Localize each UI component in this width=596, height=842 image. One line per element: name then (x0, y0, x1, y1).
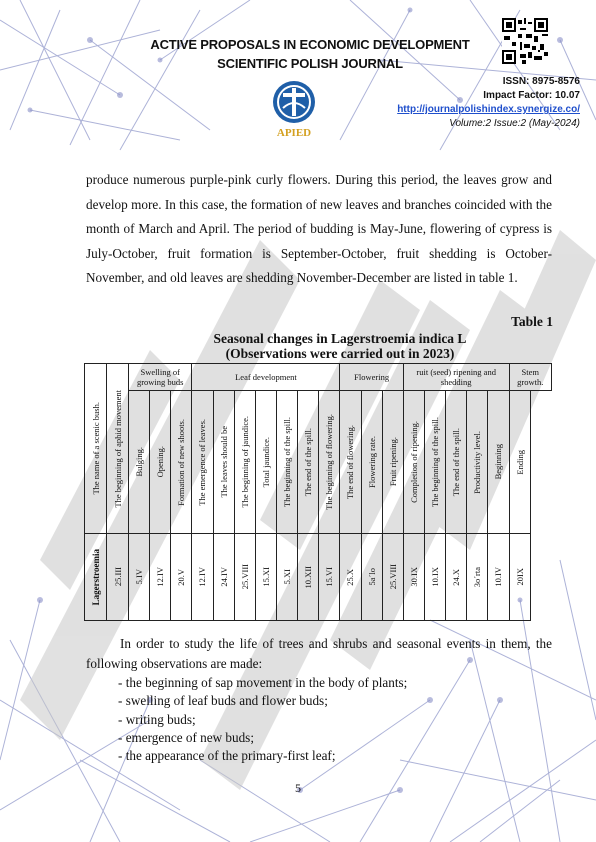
table-subheader: The beginning of flowering. (319, 391, 340, 534)
table-cell: 25.VIII (382, 534, 403, 621)
journal-title-line2: SCIENTIFIC POLISH JOURNAL (217, 56, 403, 71)
body-paragraph-1: produce numerous purple-pink curly flowers. During this period, the leaves grow and develop more. In this case, the formation of new leaves and branches coincided with the month of March and April. The period of budding is May-June, flowering of cypress is July-October, fruit formation is September-October, fruit shedding is October-November, and old leaves are shedding November-December are listed in table 1. (86, 172, 552, 286)
table-title-line2: (Observations were carried out in 2023) (225, 346, 455, 361)
table-cell: 12.IV (192, 534, 213, 621)
body-paragraph-2: In order to study the life of trees and shrubs and seasonal events in them, the following observations are made: (86, 636, 552, 671)
svg-text:APIED: APIED (276, 127, 312, 139)
volume-issue: Volume:2 Issue:2 (May-2024) (449, 118, 580, 129)
table-subheader: Beginning (488, 391, 509, 534)
table-subheader: The emergence of leaves. (192, 391, 213, 534)
seasonal-changes-table (84, 363, 552, 621)
table-cell: 3o´rta (467, 534, 488, 621)
table-cell: 24.IV (213, 534, 234, 621)
table-subheader: The end of flowering. (340, 391, 361, 534)
table-subheader: Formation of new shoots. (171, 391, 192, 534)
list-item: - emergence of new buds; (118, 729, 254, 745)
table-cell: 20.V (171, 534, 192, 621)
table-subheader: The beginning of the spill. (276, 391, 297, 534)
table-cell-plant-name: Lagerstroemia (85, 534, 107, 621)
table-cell: 5.IV (129, 534, 150, 621)
list-item: - writing buds; (118, 711, 196, 727)
journal-title-line1: ACTIVE PROPOSALS IN ECONOMIC DEVELOPMENT (150, 37, 470, 52)
table-cell: 5.XI (276, 534, 297, 621)
table-cell: 5a´lo (361, 534, 382, 621)
table-subheader: Bulging. (129, 391, 150, 534)
table-cell-aphid: 25.III (107, 534, 129, 621)
table-subheader: The end of the spill. (446, 391, 467, 534)
page-number: 5 (295, 781, 301, 795)
list-item: - swelling of leaf buds and flower buds; (118, 693, 328, 709)
table-subheader: Fruit ripening. (382, 391, 403, 534)
table-group-header: Stem growth. (509, 364, 551, 391)
table-group-header: Swelling of growing buds (129, 364, 192, 391)
table-cell: 25.VIII (234, 534, 255, 621)
table-subheader-row (85, 391, 552, 534)
table-header-name: The name of a scenic bush. (85, 364, 107, 534)
table-group-header: ruit (seed) ripening and shedding (403, 364, 509, 391)
table-cell: 24.X (446, 534, 467, 621)
table-label: Table 1 (511, 314, 553, 329)
table-cell: 20IX (509, 534, 530, 621)
table-subheader: The beginning of jaundice. (234, 391, 255, 534)
table-group-header: Flowering (340, 364, 403, 391)
table-subheader: Ending (509, 391, 530, 534)
table-cell: 10.IX (424, 534, 445, 621)
table-subheader: The end of the spill. (298, 391, 319, 534)
journal-link[interactable]: http://journalpolishindex.synergize.co/ (397, 104, 580, 115)
table-title-line1: Seasonal changes in Lagerstroemia indica L (213, 331, 467, 346)
table-cell: 10.IV (488, 534, 509, 621)
table-cell: 12.IV (150, 534, 171, 621)
issn: ISSN: 8975-8576 (502, 76, 580, 87)
table-group-header: Leaf development (192, 364, 340, 391)
table-cell: 15.VI (319, 534, 340, 621)
table-subheader: Productivity level. (467, 391, 488, 534)
list-item: - the appearance of the primary-first leaf; (118, 748, 336, 764)
observation-list (118, 674, 407, 765)
impact-factor: Impact Factor: 10.07 (483, 90, 580, 101)
table-cell: 25.X (340, 534, 361, 621)
table-subheader: Flowering rate. (361, 391, 382, 534)
table-cell: 10.XII (298, 534, 319, 621)
table-header-aphid: The beginning of aphid movement (107, 364, 129, 534)
table-cell: 15.XI (255, 534, 276, 621)
table-subheader: Total jaundice. (255, 391, 276, 534)
list-item: - the beginning of sap movement in the body of plants; (118, 675, 408, 690)
table-subheader: The leaves should be (213, 391, 234, 534)
table-group-header-row (85, 364, 552, 391)
table-subheader: Opening. (150, 391, 171, 534)
table-row (85, 534, 552, 621)
table-subheader: The beginning of the spill. (424, 391, 445, 534)
table-cell: 30.IX (403, 534, 424, 621)
table-subheader: Completion of ripening. (403, 391, 424, 534)
